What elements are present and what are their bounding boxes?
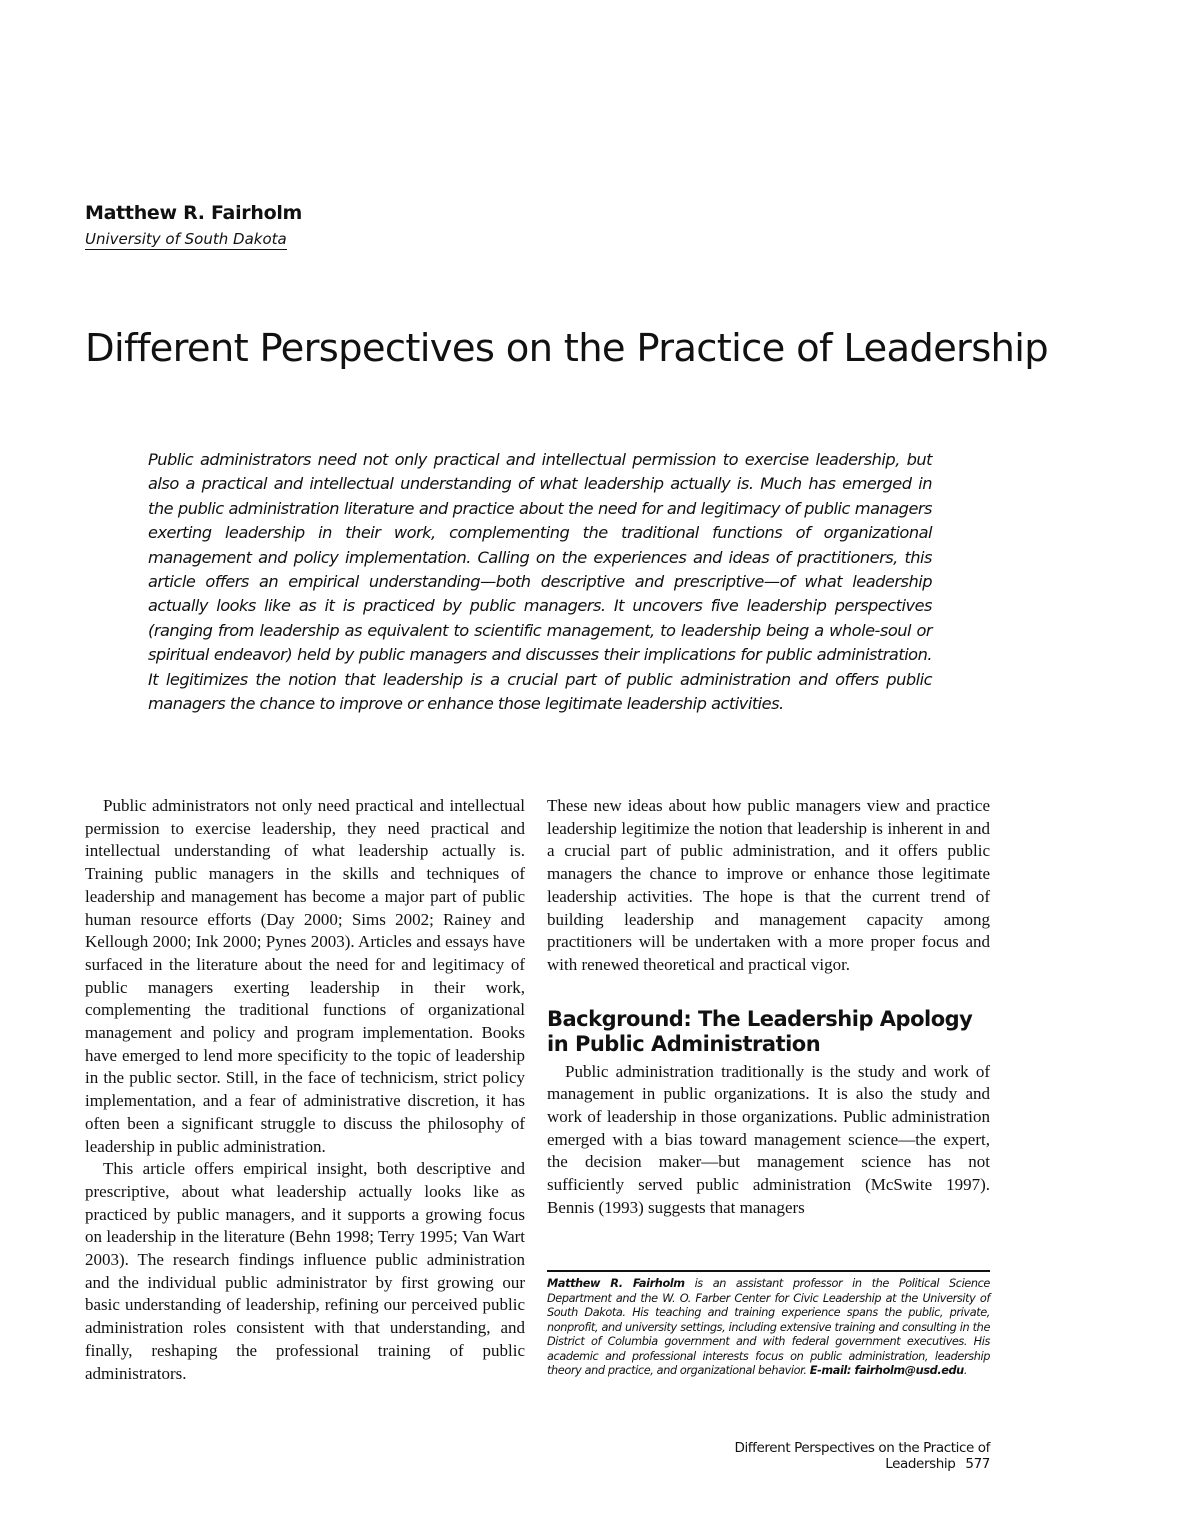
footnote-end: .: [963, 1364, 968, 1377]
footnote-email: fairholm@usd.edu: [851, 1364, 964, 1377]
running-footer: [640, 1440, 990, 1472]
footnote-rule: [547, 1270, 990, 1272]
body-column-left: [85, 795, 525, 1385]
author-block: [85, 202, 302, 250]
author-affiliation: University of South Dakota: [85, 230, 287, 248]
body-paragraph: This article offers empirical insight, both descriptive and prescriptive, about what leadership actually looks like as practiced by public managers, and it supports a growing focus on leadership in the literature (Behn 1998; Terry 1995; Van Wart 2003). The research findings influence public administration and the individual public administrator by first growing our basic understanding of leadership, refining our perceived public administration roles consistent with that understanding, and finally, reshaping the professional training of public administrators.: [85, 1159, 525, 1383]
footnote-author-name: Matthew R. Fairholm: [547, 1277, 685, 1290]
body-paragraph: Public administrators not only need practical and intellectual permission to exercise leadership, they need practical and intellectual understanding of what leadership actually is. Training public managers in the skills and techniques of leadership and management has become a major part of public human resource efforts (Day 2000; Sims 2002; Rainey and Kellough 2000; Ink 2000; Pynes 2003). Articles and essays have surfaced in the literature about the need for and legitimacy of public managers exerting leadership in their work, complementing the traditional functions of organizational management and policy and program implementation. Books have emerged to lend more specificity to the topic of leadership in the public sector. Still, in the face of technicism, strict policy implementation, and a fear of administrative discretion, it has often been a significant struggle to discuss the philosophy of leadership in public administration.: [85, 796, 525, 1156]
footnote-email-label: E-mail:: [809, 1364, 852, 1377]
running-title: Different Perspectives on the Practice of Leadership: [734, 1440, 990, 1472]
author-footnote: [547, 1277, 990, 1379]
body-column-right: [547, 795, 990, 1220]
abstract: Public administrators need not only practical and intellectual permission to exercise leadership, but also a practical and intellectual understanding of what leadership actually is. Much has emerged in the public administration literature and practice about the need for and legitimacy of public managers exerting leadership in their work, complementing the traditional functions of organizational management and policy implementation. Calling on the experiences and ideas of practitioners, this article offers an empirical understanding—both descriptive and prescriptive—of what leadership actually looks like as it is practiced by public managers. It uncovers five leadership perspectives (ranging from leadership as equivalent to scientific management, to leadership being a whole-soul or spiritual endeavor) held by public managers and discusses their implications for public administration. It legitimizes the notion that leadership is a crucial part of public administration and offers public managers the chance to improve or enhance those legitimate leadership activities.: [148, 450, 932, 714]
body-paragraph: Public administration traditionally is the study and work of management in public organizations. It is also the study and work of leadership in those organizations. Public administration emerged with a bias toward management science—the expert, the decision maker—but management science has not sufficiently served public administration (McSwite 1997). Bennis (1993) suggests that managers: [547, 1061, 990, 1217]
author-name: Matthew R. Fairholm: [85, 202, 303, 224]
page-number: 577: [965, 1456, 990, 1472]
section-heading: Background: The Leadership Apology in Public Administration: [547, 1006, 973, 1056]
article-title: Different Perspectives on the Practice of Leadership: [85, 326, 1048, 371]
footnote-bio: is an assistant professor in the Political Science Department and the W. O. Farber Center for Civic Leadership at the University of South Dakota. His teaching and training experience spans the public, private, nonprofit, and university settings, including extensive training and consulting in the District of Columbia government and with federal government executives. His academic and professional interests focus on public administration, leadership theory and practice, and organizational behavior.: [547, 1277, 990, 1377]
body-paragraph: These new ideas about how public managers view and practice leadership legitimize the notion that leadership is inherent in and a crucial part of public administration, and it offers public managers the chance to improve or enhance those legitimate leadership activities. The hope is that the current trend of building leadership and management capacity among practitioners will be undertaken with a more proper focus and with renewed theoretical and practical vigor.: [547, 796, 990, 974]
